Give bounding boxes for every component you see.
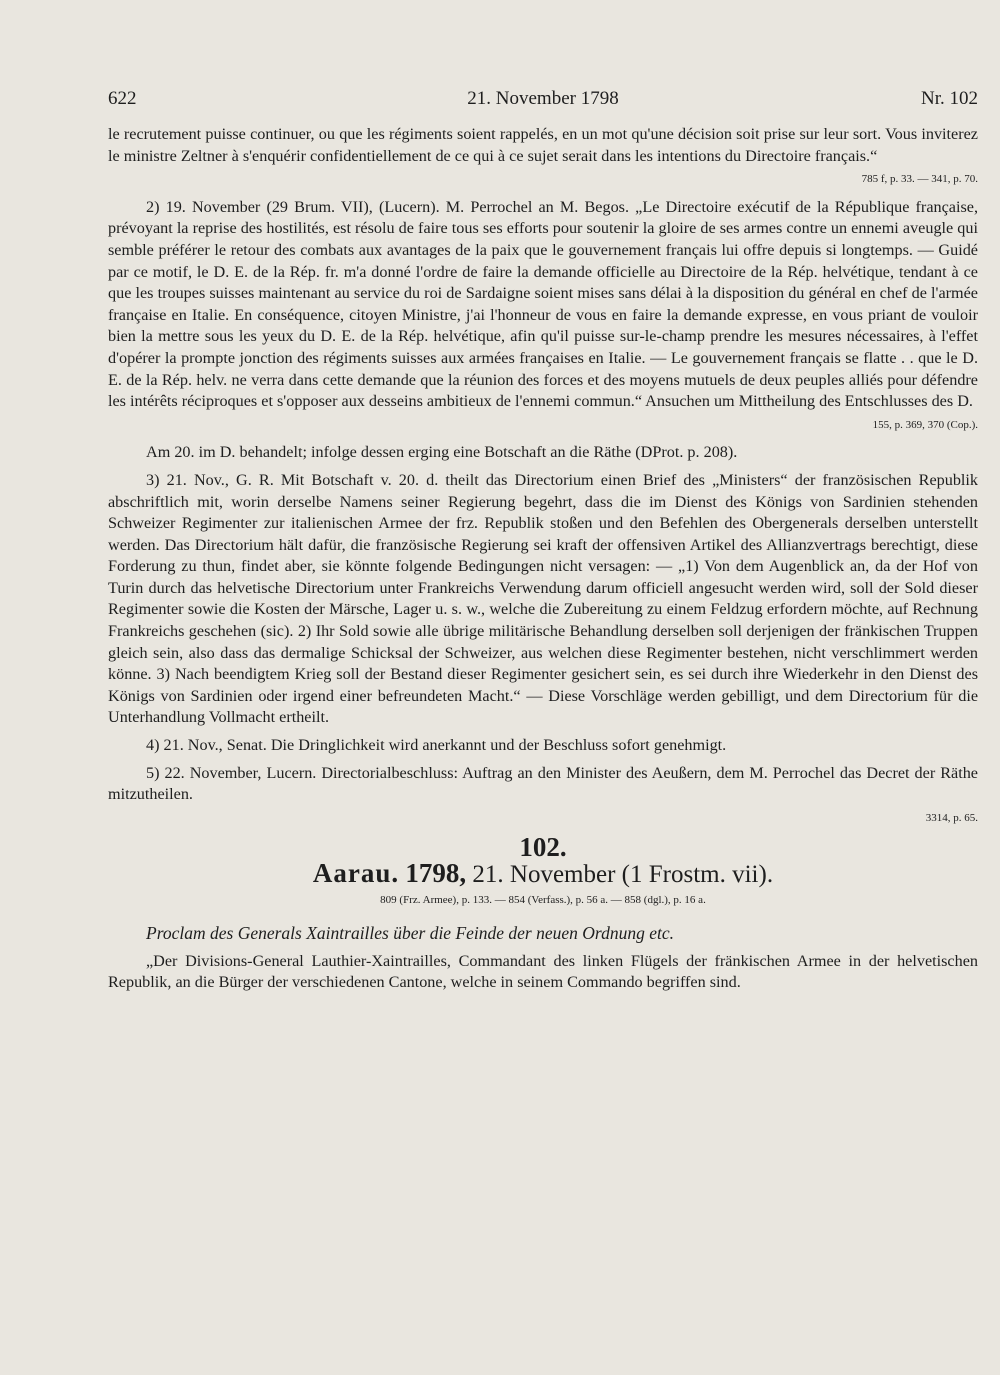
paragraph-2 [108, 197, 978, 413]
paragraph-text: Am 20. im D. behandelt; infolge dessen erging eine Botschaft an die Räthe (DProt. p. 208). [146, 443, 738, 462]
paragraph-text: le recrutement puisse continuer, ou que les régiments soient rappelés, en un mot qu'une décision soit prise sur leur sort. Vous inviterez le ministre Zeltner à s'enquérir confidentiellement de ce qui à ce sujet serait dans les intentions du Directoire français.“ [108, 125, 978, 165]
paragraph-5 [108, 735, 978, 757]
paragraph-4 [108, 470, 978, 729]
section-opening [108, 951, 978, 994]
section-year: 1798, [405, 858, 467, 888]
page-number: 622 [108, 88, 137, 109]
section-subtitle: Proclam des Generals Xaintrailles über die Feinde der neuen Ordnung etc. [146, 923, 674, 944]
source-reference: 3314, p. 65. [925, 811, 978, 824]
paragraph-text: 2) 19. November (29 Brum. VII), (Lucern). M. Perrochel an M. Begos. „Le Directoire exécutif de la République française, prévoyant la reprise des hostilités, est résolu de faire tous ses efforts pour soutenir la gloire de ses armes contre un ennemi aveugle qui semble préférer le retour des combats aux avantages de la paix que le gouvernement français lui offre depuis si longtemps. — Guidé par ce motif, le D. E. de la Rép. fr. m'a donné l'ordre de faire la demande officielle au Directoire de la Rép. helvétique, tendant à ce que les troupes suisses maintenant au service du roi de Sardaigne soient mises sans délai à la disposition du général en chef de l'armée française en Italie. En conséquence, citoyen Ministre, j'ai l'honneur de vous en faire la demande expresse, en vous priant de vouloir bien la mettre sous les yeux du D. E. de la Rép. helvétique, afin qu'il puisse sur-le-champ prendre les mesures nécessaires, à l'effet d'opérer la prompte jonction des régiments suisses aux armées françaises en Italie. — Le gouvernement français se flatte . . que le D. E. de la Rép. helv. ne verra dans cette demande que la réunion des forces et des moyens mutuels de deux peuples alliés pour défendre les intérêts réciproques et s'opposer aux desseins ambitieux de l'ennemi commun.“ Ansuchen um Mittheilung des Entschlusses des D. [108, 197, 978, 411]
paragraph-text: 3) 21. Nov., G. R. Mit Botschaft v. 20. d. theilt das Directorium einen Brief des „Ministers“ der französischen Republik abschriftlich mit, worin derselbe Namens seiner Regierung begehrt, dass die im Dienst des Königs von Sardinien stehenden Schweizer Regimenter zur italienischen Armee der frz. Republik stoßen und den Befehlen des Obergenerals derselben unterstellt werden. Das Directorium hält dafür, die französische Regierung sei kraft der offensiven Artikel des Allianzvertrags berechtigt, diese Forderung zu thun, findet aber, sie könnte folgende Bedingungen nicht versagen: — „1) Von dem Augenblick an, da der Hof von Turin durch das helvetische Directorium unter Frankreichs Verwendung darum officiell angesucht werden wird, soll der Sold dieser Regimenter sowie die Kosten der Märsche, Lager u. s. w., welche die Zubereitung zu einem Feldzug erfordern möchte, auf Rechnung Frankreichs geschehen (sic). 2) Ihr Sold sowie alle übrige militärische Behandlung derselben soll derjenigen der fränkischen Truppen gleich sein, also dass das dermalige Schicksal der Schweizer, aus welchen diese Regimenter bestehen, nicht verschlimmert werden könne. 3) Nach beendigtem Krieg soll der Bestand dieser Regimenter gesichert sein, es sei durch ihre Wiederkehr in den Dienst des Königs von Sardinien oder irgend einer befreundeten Macht.“ — Diese Vorschläge werden gebilligt, und dem Directorium für die Unterhandlung Vollmacht ertheilt. [108, 470, 978, 727]
paragraph-3 [108, 442, 978, 464]
paragraph-text: „Der Divisions-General Lauthier-Xaintrailles, Commandant des linken Flügels der fränkischen Armee in der helvetischen Republik, an die Bürger der verschiedenen Cantone, welche in seinem Commando begriffen sind. [108, 951, 978, 992]
section-place: Aarau. [312, 858, 400, 888]
source-reference: 785 f, p. 33. — 341, p. 70. [861, 173, 978, 186]
paragraph-text: 4) 21. Nov., Senat. Die Dringlichkeit wird anerkannt und der Beschluss sofort genehmigt. [146, 736, 727, 755]
section-sources: 809 (Frz. Armee), p. 133. — 854 (Verfass.), p. 56 a. — 858 (dgl.), p. 16 a. [380, 893, 706, 906]
page-header [108, 88, 978, 114]
section-heading [108, 858, 978, 888]
paragraph-6 [108, 763, 978, 806]
paragraph-1 [108, 124, 978, 167]
paragraph-text: 5) 22. November, Lucern. Directorialbeschluss: Auftrag an den Minister des Aeußern, dem M. Perrochel das Decret der Räthe mitzutheilen. [108, 763, 978, 804]
header-date: 21. November 1798 [467, 88, 619, 109]
section-date: 21. November (1 Frostm. vii). [472, 861, 774, 888]
page-body [108, 124, 978, 1000]
section-number: 102. [519, 832, 567, 863]
source-reference: 155, p. 369, 370 (Cop.). [872, 418, 978, 431]
document-number: Nr. 102 [921, 88, 978, 109]
